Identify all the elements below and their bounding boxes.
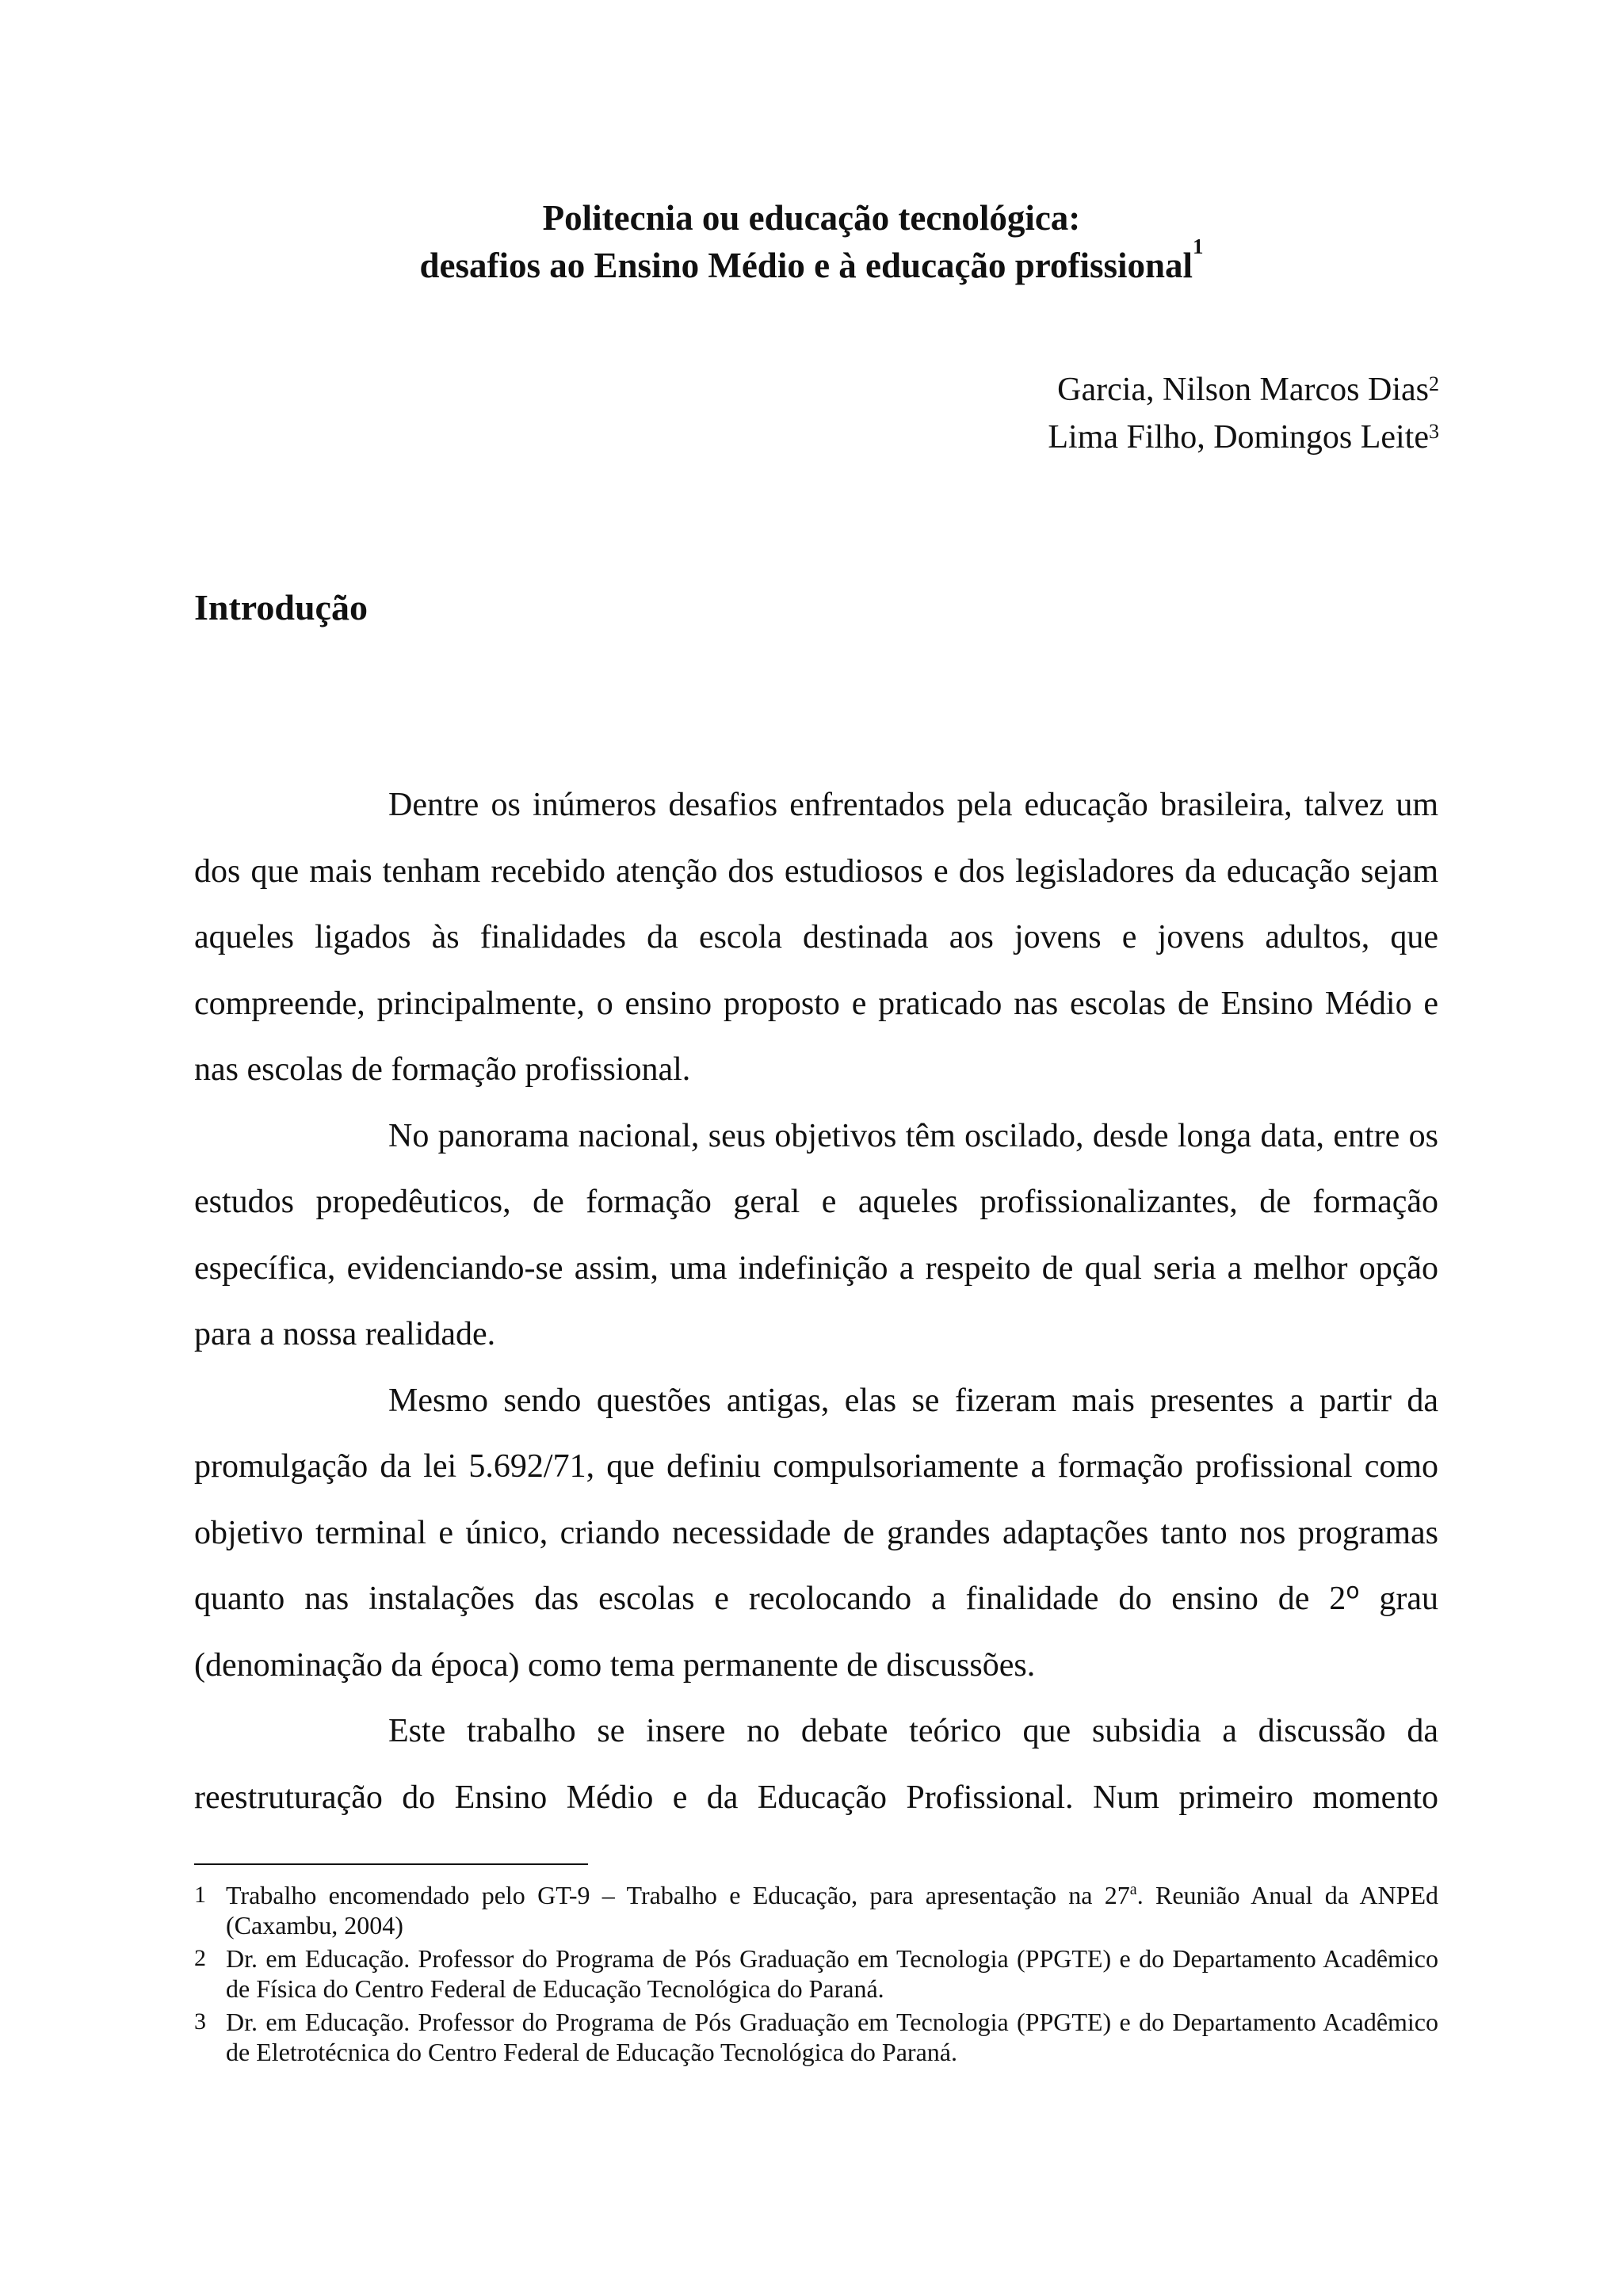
title-line-1: Politecnia ou educação tecnológica: (542, 198, 1081, 238)
author-2-name: Lima Filho, Domingos Leite (1048, 419, 1429, 456)
footnote-3-number: 3 (194, 2008, 206, 2035)
footnote-3-text: Dr. em Educação. Professor do Programa de Pós Graduação em Tecnologia (PPGTE) e do Departamento Acadêmico de Eletrotécnica do Centro Federal de Educação Tecnológica do Paraná. (226, 2008, 1438, 2066)
footnotes (194, 1880, 1438, 2070)
ordinal-marker: o (1346, 1577, 1360, 1604)
footnote-1-text-a: Trabalho encomendado pelo GT-9 – Trabalho e Educação, para apresentação na 27 (226, 1881, 1130, 1909)
body-text (194, 772, 1438, 1831)
title-footnote-ref: 1 (1193, 235, 1204, 258)
author-1-ref: 2 (1429, 372, 1439, 395)
title-line-2-text: desafios ao Ensino Médio e à educação profissional (419, 246, 1193, 285)
footnote-1-sup: a (1129, 1881, 1137, 1898)
footnote-1-text-b: . Reunião Anual da ANPEd (Caxambu, 2004) (226, 1881, 1439, 1939)
paper-title (0, 194, 1623, 289)
footnote-2 (194, 1943, 1438, 2004)
footnote-1 (194, 1880, 1438, 1940)
paragraph-3-part-b: grau (denominação da época) como tema permanente de discussões. (194, 1581, 1438, 1684)
section-heading: Introdução (194, 587, 368, 627)
author-2 (1048, 414, 1439, 461)
paragraph-3-part-a: Mesmo sendo questões antigas, elas se fizeram mais presentes a partir da promulgação da lei 5.692/71, que definiu compulsoriamente a formação profissional como objetivo terminal e único, criando necessidade de grandes adaptações tanto nos programas quanto nas instalações das escolas e recolocando a finalidade do ensino de 2 (194, 1382, 1438, 1617)
footnote-divider (194, 1863, 588, 1865)
footnote-2-text: Dr. em Educação. Professor do Programa de Pós Graduação em Tecnologia (PPGTE) e do Departamento Acadêmico de Física do Centro Federal de Educação Tecnológica do Paraná. (226, 1944, 1438, 2003)
paragraph-3 (194, 1368, 1438, 1699)
paragraph-2: No panorama nacional, seus objetivos têm oscilado, desde longa data, entre os estudos propedêuticos, de formação geral e aqueles profissionalizantes, de formação específica, evidenciando-se assim, uma indefinição a respeito de qual seria a melhor opção para a nossa realidade. (194, 1117, 1438, 1352)
paragraph-1: Dentre os inúmeros desafios enfrentados pela educação brasileira, talvez um dos que mais tenham recebido atenção dos estudiosos e dos legisladores da educação sejam aqueles ligados às finalidades da escola destinada aos jovens e jovens adultos, que compreende, principalmente, o ensino proposto e praticado nas escolas de Ensino Médio e nas escolas de formação profissional. (194, 787, 1438, 1088)
footnote-2-number: 2 (194, 1945, 206, 1971)
author-2-ref: 3 (1429, 420, 1439, 443)
footnote-1-number: 1 (194, 1882, 206, 1908)
title-line-2 (0, 235, 1623, 289)
footnote-3 (194, 2007, 1438, 2067)
author-list (1048, 366, 1439, 461)
author-1 (1048, 366, 1439, 414)
paragraph-4: Este trabalho se insere no debate teórico que subsidia a discussão da reestruturação do Ensino Médio e da Educação Profissional. Num primeiro momento (194, 1713, 1438, 1816)
author-1-name: Garcia, Nilson Marcos Dias (1057, 372, 1429, 408)
